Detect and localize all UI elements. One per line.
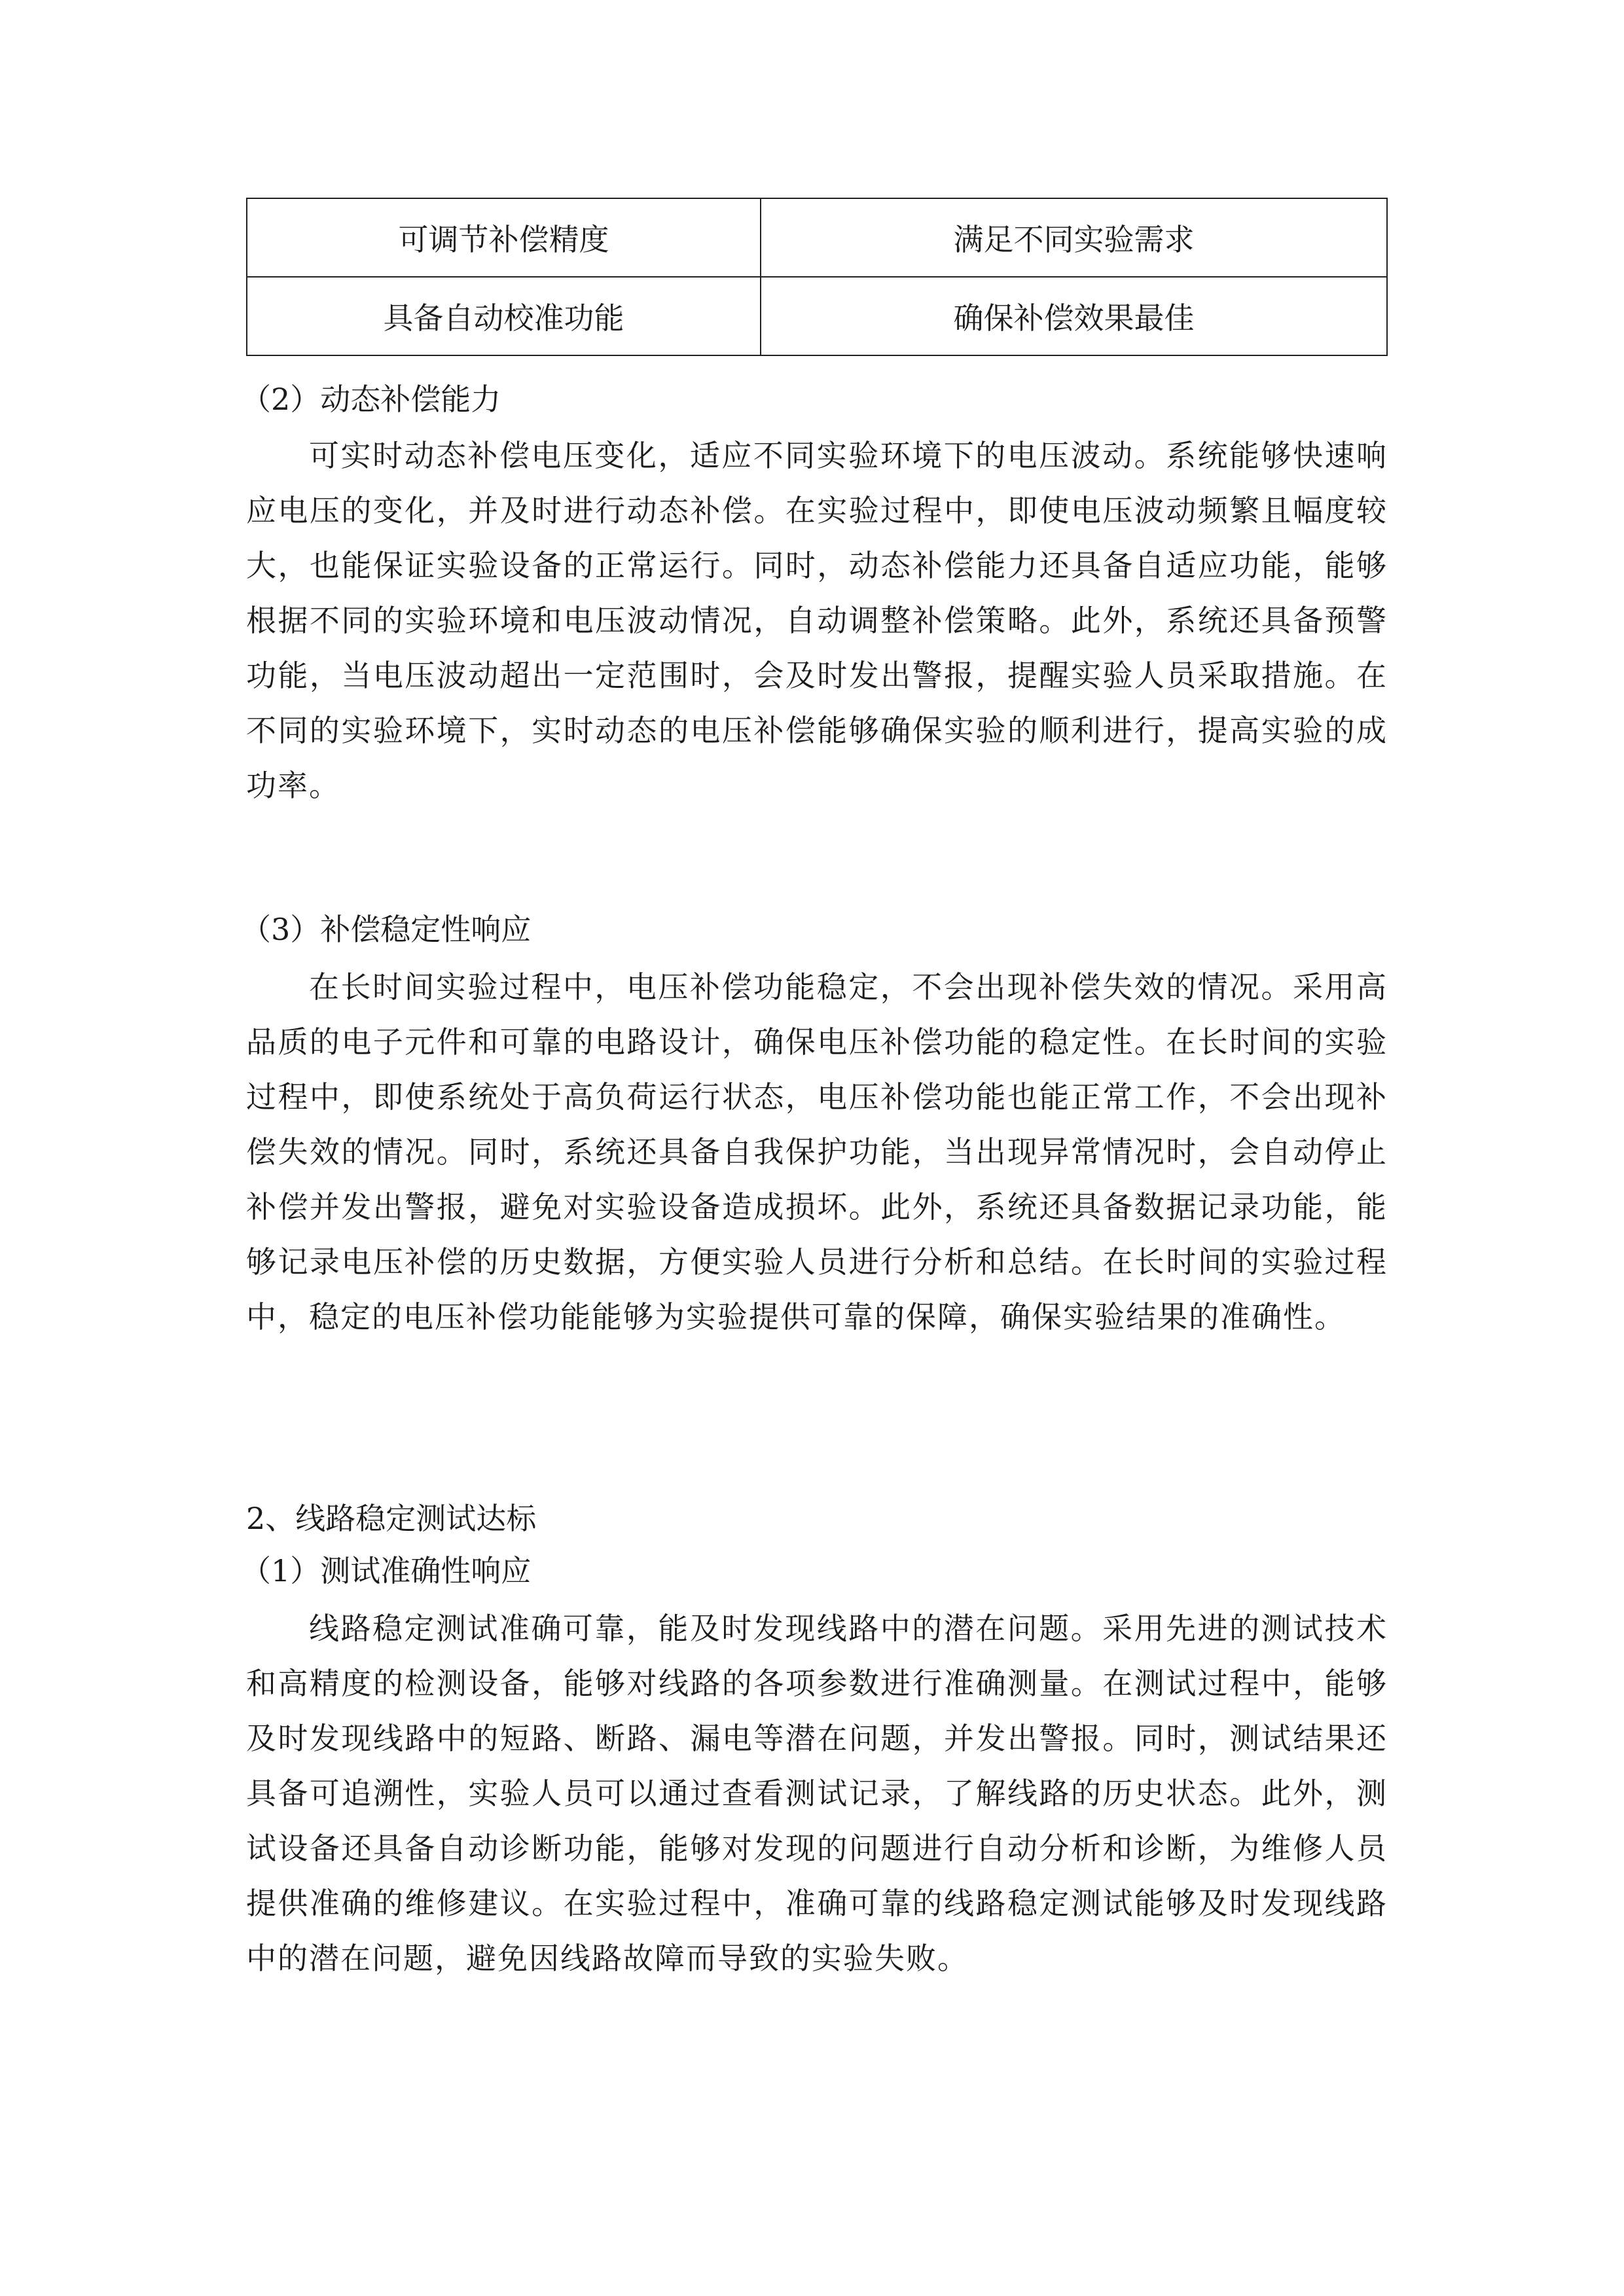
section-heading-stability: （3）补偿稳定性响应 <box>241 912 532 947</box>
paragraph-dynamic <box>246 428 1388 813</box>
table-cell: 具备自动校准功能 <box>247 277 761 355</box>
paragraph-text: 线路稳定测试准确可靠，能及时发现线路中的潜在问题。采用先进的测试技术和高精度的检测设备，能够对线路的各项参数进行准确测量。在测试过程中，能够及时发现线路中的短路、断路、漏电等潜在问题，并发出警报。同时，测试结果还具备可追溯性，实验人员可以通过查看测试记录，了解线路的历史状态。此外，测试设备还具备自动诊断功能，能够对发现的问题进行自动分析和诊断，为维修人员提供准确的维修建议。在实验过程中，准确可靠的线路稳定测试能够及时发现线路中的潜在问题，避免因线路故障而导致的实验失败。 <box>246 1611 1388 1976</box>
section-heading-dynamic: （2）动态补偿能力 <box>241 382 501 417</box>
table-cell: 可调节补偿精度 <box>247 198 761 277</box>
table-row <box>247 277 1387 355</box>
section-heading-accuracy: （1）测试准确性响应 <box>241 1553 532 1588</box>
table-cell: 满足不同实验需求 <box>761 198 1387 277</box>
paragraph-accuracy <box>246 1601 1388 1986</box>
section-heading-line-test: 2、线路稳定测试达标 <box>246 1501 537 1536</box>
paragraph-stability <box>246 960 1388 1344</box>
paragraph-text: 可实时动态补偿电压变化，适应不同实验环境下的电压波动。系统能够快速响应电压的变化，并及时进行动态补偿。在实验过程中，即使电压波动频繁且幅度较大，也能保证实验设备的正常运行。同时，动态补偿能力还具备自适应功能，能够根据不同的实验环境和电压波动情况，自动调整补偿策略。此外，系统还具备预警功能，当电压波动超出一定范围时，会及时发出警报，提醒实验人员采取措施。在不同的实验环境下，实时动态的电压补偿能够确保实验的顺利进行，提高实验的成功率。 <box>246 438 1388 803</box>
table-row <box>247 198 1387 277</box>
spec-table <box>246 198 1388 356</box>
paragraph-text: 在长时间实验过程中，电压补偿功能稳定，不会出现补偿失效的情况。采用高品质的电子元件和可靠的电路设计，确保电压补偿功能的稳定性。在长时间的实验过程中，即使系统处于高负荷运行状态，电压补偿功能也能正常工作，不会出现补偿失效的情况。同时，系统还具备自我保护功能，当出现异常情况时，会自动停止补偿并发出警报，避免对实验设备造成损坏。此外，系统还具备数据记录功能，能够记录电压补偿的历史数据，方便实验人员进行分析和总结。在长时间的实验过程中，稳定的电压补偿功能能够为实验提供可靠的保障，确保实验结果的准确性。 <box>246 969 1388 1335</box>
table-cell: 确保补偿效果最佳 <box>761 277 1387 355</box>
